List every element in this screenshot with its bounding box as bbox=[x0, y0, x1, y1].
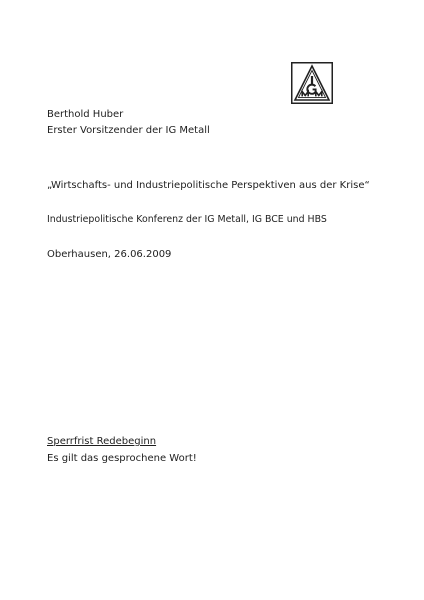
conference-name: Industriepolitische Konferenz der IG Metall, IG BCE und HBS bbox=[47, 214, 327, 225]
ig-metall-logo-icon bbox=[291, 62, 333, 104]
author-role: Erster Vorsitzender der IG Metall bbox=[47, 125, 210, 136]
embargo-notice: Sperrfrist Redebeginn bbox=[47, 436, 157, 447]
author-name: Berthold Huber bbox=[47, 109, 124, 120]
spoken-word-notice: Es gilt das gesprochene Wort! bbox=[47, 453, 197, 464]
speech-title: „Wirtschafts- und Industriepolitische Perspektiven aus der Krise“ bbox=[47, 180, 370, 191]
place-date: Oberhausen, 26.06.2009 bbox=[47, 249, 172, 260]
